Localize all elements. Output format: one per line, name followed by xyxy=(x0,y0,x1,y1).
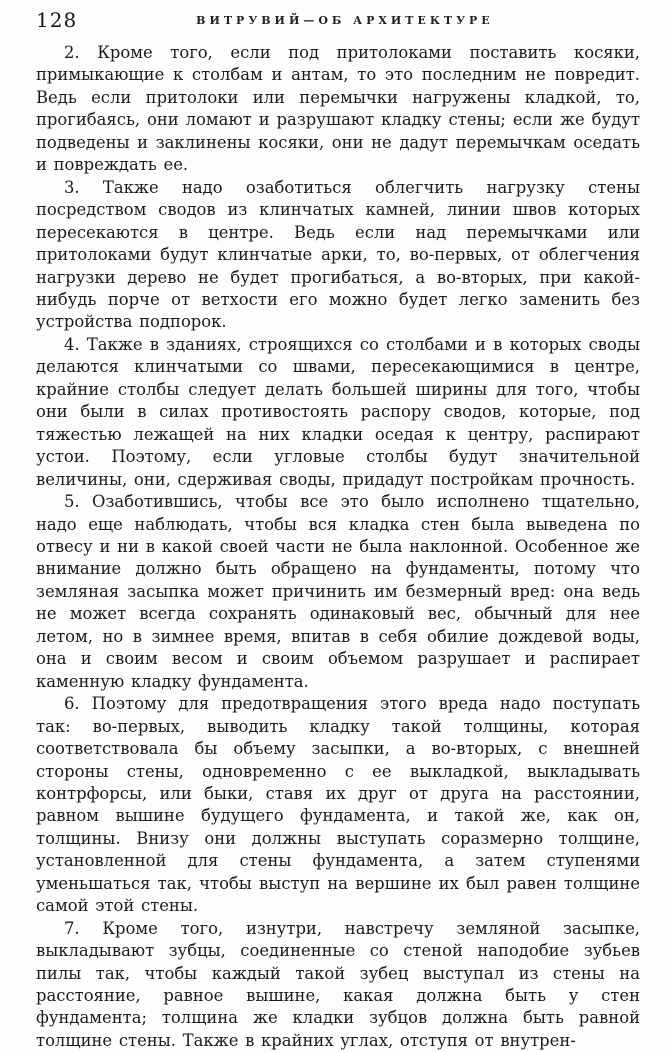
paragraph-6: 6. Поэтому для предотвращения этого вреда надо поступать так: во-первых, выводить кладку такой толщины, которая соответствовала бы объему засыпки, а во-вторых, с внешней стороны стены, одновременно с ее выкладкой, выкладывать контрфорсы, или быки, ставя их друг от друга на расстоянии, равном вышине будущего фундамента, и такой же, как он, толщины. Внизу они должны выступать соразмерно толщине, установленной для стены фундамента, а затем ступенями уменьшаться так, чтобы выступ на вершине их был равен толщине самой этой стены. xyxy=(36,694,640,916)
paragraph-3: 3. Также надо озаботиться облегчить нагрузку стены посредством сводов из клинчатых камней, линии швов которых пересекаются в центре. Ведь если над перемычками или притолоками будут клинчатые арки, то, во-первых, от облегчения нагрузки дерево не будет прогибаться, а во-вторых, при какой-нибудь порче от ветхости его можно будет легко заменить без устройства подпорок. xyxy=(36,177,640,332)
paragraph-7: 7. Кроме того, изнутри, навстречу земляной засыпке, выкладывают зубцы, соединенные со стеной наподобие зубьев пилы так, чтобы каждый такой зубец выступал из стены на расстояние, равное вышине, какая должна быть у стен фундамента; толщина же кладки зубцов должна быть равной толщине стены. Также в крайних углах, отступя от внутрен- xyxy=(36,918,640,1050)
paragraph-4: 4. Также в зданиях, строящихся со столбами и в которых своды делаются клинчатыми со швами, пересекающимися в центре, крайние столбы следует делать большей ширины для того, чтобы они были в силах противостоять распору сводов, которые, под тяжестью лежащей на них кладки оседая к центру, распирают устои. Поэтому, если угловые столбы будут значительной величины, они, сдерживая своды, придадут постройкам прочность. xyxy=(36,334,640,489)
paragraph-5: 5. Озаботившись, чтобы все это было исполнено тщательно, надо еще наблюдать, чтобы вся кладка стен была выведена по отвесу и ни в какой своей части не была наклонной. Особенное же внимание должно быть обращено на фундаменты, потому что земляная засыпка может причинить им безмерный вред: она ведь не может всегда сохранять одинаковый вес, обычный для нее летом, но в зимнее время, впитав в себя обилие дождевой воды, она и своим весом и своим объемом разрушает и распирает каменную кладку фундамента. xyxy=(36,492,640,691)
paragraph-2: 2. Кроме того, если под притолоками поставить косяки, примыкающие к столбам и антам, то это последним не повредит. Ведь если притолоки или перемычки нагружены кладкой, то, прогибаясь, они ломают и разрушают кладку стены; если же будут подведены и заклинены косяки, они не дадут перемычкам оседать и повреждать ее. xyxy=(36,43,640,175)
page-header xyxy=(0,8,672,32)
text-block xyxy=(36,42,640,1052)
running-head: ВИТРУВИЙ—ОБ АРХИТЕКТУРЕ xyxy=(196,14,494,27)
page-number: 128 xyxy=(36,8,78,32)
